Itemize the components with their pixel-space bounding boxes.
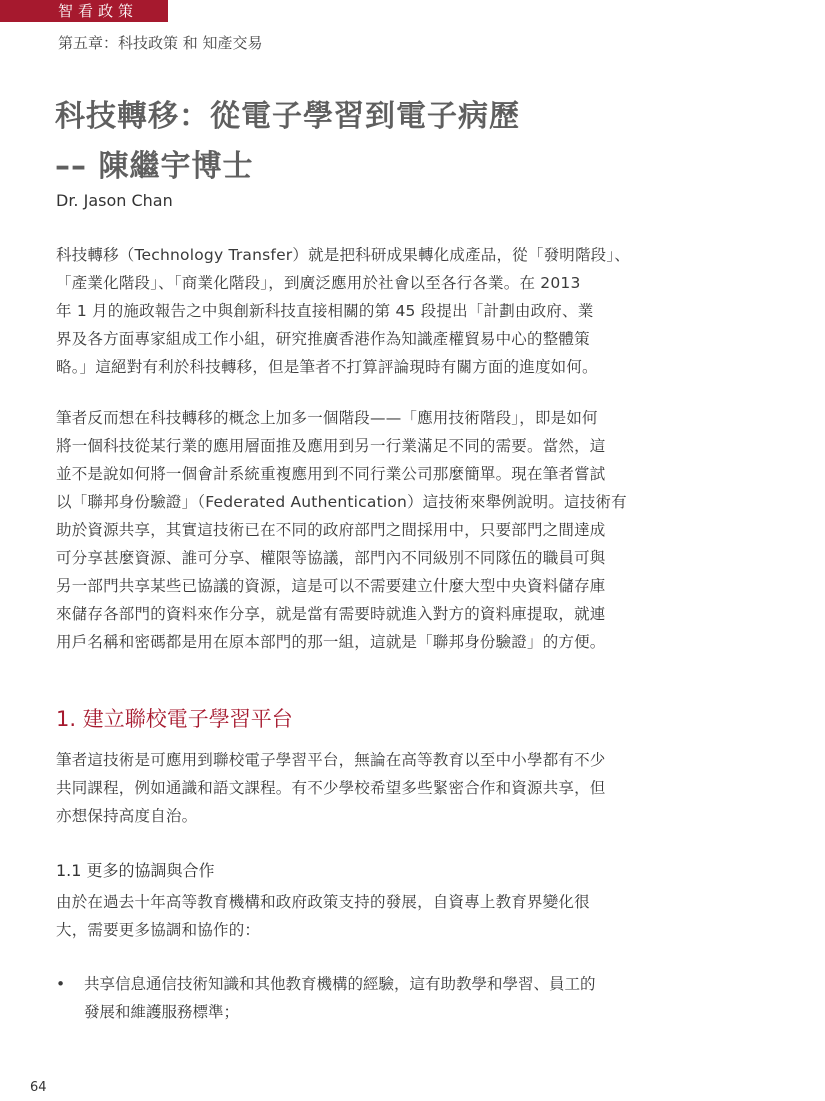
text-line: 來儲存各部門的資料來作分享，就是當有需要時就進入對方的資料庫提取，就連 (56, 605, 606, 623)
body-paragraph (56, 241, 708, 381)
title-line: 科技轉移：從電子學習到電子病歷 (55, 99, 520, 134)
text-line: 亦想保持高度自治。 (56, 807, 198, 825)
brand-label: 智看政策 (58, 2, 139, 20)
text-line: 筆者反而想在科技轉移的概念上加多一個階段——「應用技術階段」，即是如何 (56, 409, 598, 427)
text-line: 由於在過去十年高等教育機構和政府政策支持的發展，自資專上教育界變化很 (56, 893, 590, 911)
text-line: 共同課程，例如通識和語文課程。有不少學校希望多些緊密合作和資源共享，但 (56, 779, 606, 797)
sub-heading: 1.1 更多的協調與合作 (56, 861, 215, 880)
text-line: 並不是說如何將一個會計系統重複應用到不同行業公司那麼簡單。現在筆者嘗試 (56, 465, 606, 483)
header-brand-band (0, 0, 168, 22)
text-line: 「產業化階段」、「商業化階段」，到廣泛應用於社會以至各行各業。在 2013 (56, 274, 581, 292)
text-line: 另一部門共享某些已協議的資源，這是可以不需要建立什麼大型中央資料儲存庫 (56, 577, 606, 595)
text-line: 大，需要更多協調和協作的： (56, 921, 261, 939)
text-line: 年 1 月的施政報告之中與創新科技直接相關的第 45 段提出「計劃由政府、業 (56, 302, 594, 320)
bullet-text (84, 970, 596, 1026)
text-line: 界及各方面專家組成工作小組，研究推廣香港作為知識產權貿易中心的整體策 (56, 330, 590, 348)
sub-paragraph (56, 888, 708, 944)
text-line: 助於資源共享，其實這技術已在不同的政府部門之間採用中，只要部門之間達成 (56, 521, 606, 539)
text-line: 筆者這技術是可應用到聯校電子學習平台，無論在高等教育以至中小學都有不少 (56, 751, 606, 769)
chapter-title: 第五章：科技政策 和 知產交易 (58, 34, 263, 52)
page-number: 64 (30, 1080, 47, 1095)
text-line: 發展和維護服務標準； (84, 1003, 240, 1021)
title-line: –– 陳繼宇博士 (55, 149, 254, 184)
text-line: 共享信息通信技術知識和其他教育機構的經驗，這有助教學和學習、員工的 (84, 975, 596, 993)
text-line: 可分享甚麼資源、誰可分享、權限等協議，部門內不同級別不同隊伍的職員可與 (56, 549, 606, 567)
bullet-marker: • (56, 975, 66, 993)
text-line: 將一個科技從某行業的應用層面推及應用到另一行業滿足不同的需要。當然，這 (56, 437, 606, 455)
article-title (55, 92, 520, 192)
section-heading: 1. 建立聯校電子學習平台 (56, 707, 293, 731)
body-paragraph (56, 404, 708, 656)
section-paragraph (56, 746, 708, 830)
text-line: 科技轉移（Technology Transfer）就是把科研成果轉化成產品，從「發明階段」、 (56, 246, 631, 264)
author-name: Dr. Jason Chan (56, 191, 173, 210)
text-line: 略。」這絕對有利於科技轉移，但是筆者不打算評論現時有關方面的進度如何。 (56, 358, 598, 376)
text-line: 以「聯邦身份驗證」（Federated Authentication）這技術來舉例說明。這技術有 (56, 493, 627, 511)
text-line: 用戶名稱和密碼都是用在原本部門的那一組，這就是「聯邦身份驗證」的方便。 (56, 633, 606, 651)
